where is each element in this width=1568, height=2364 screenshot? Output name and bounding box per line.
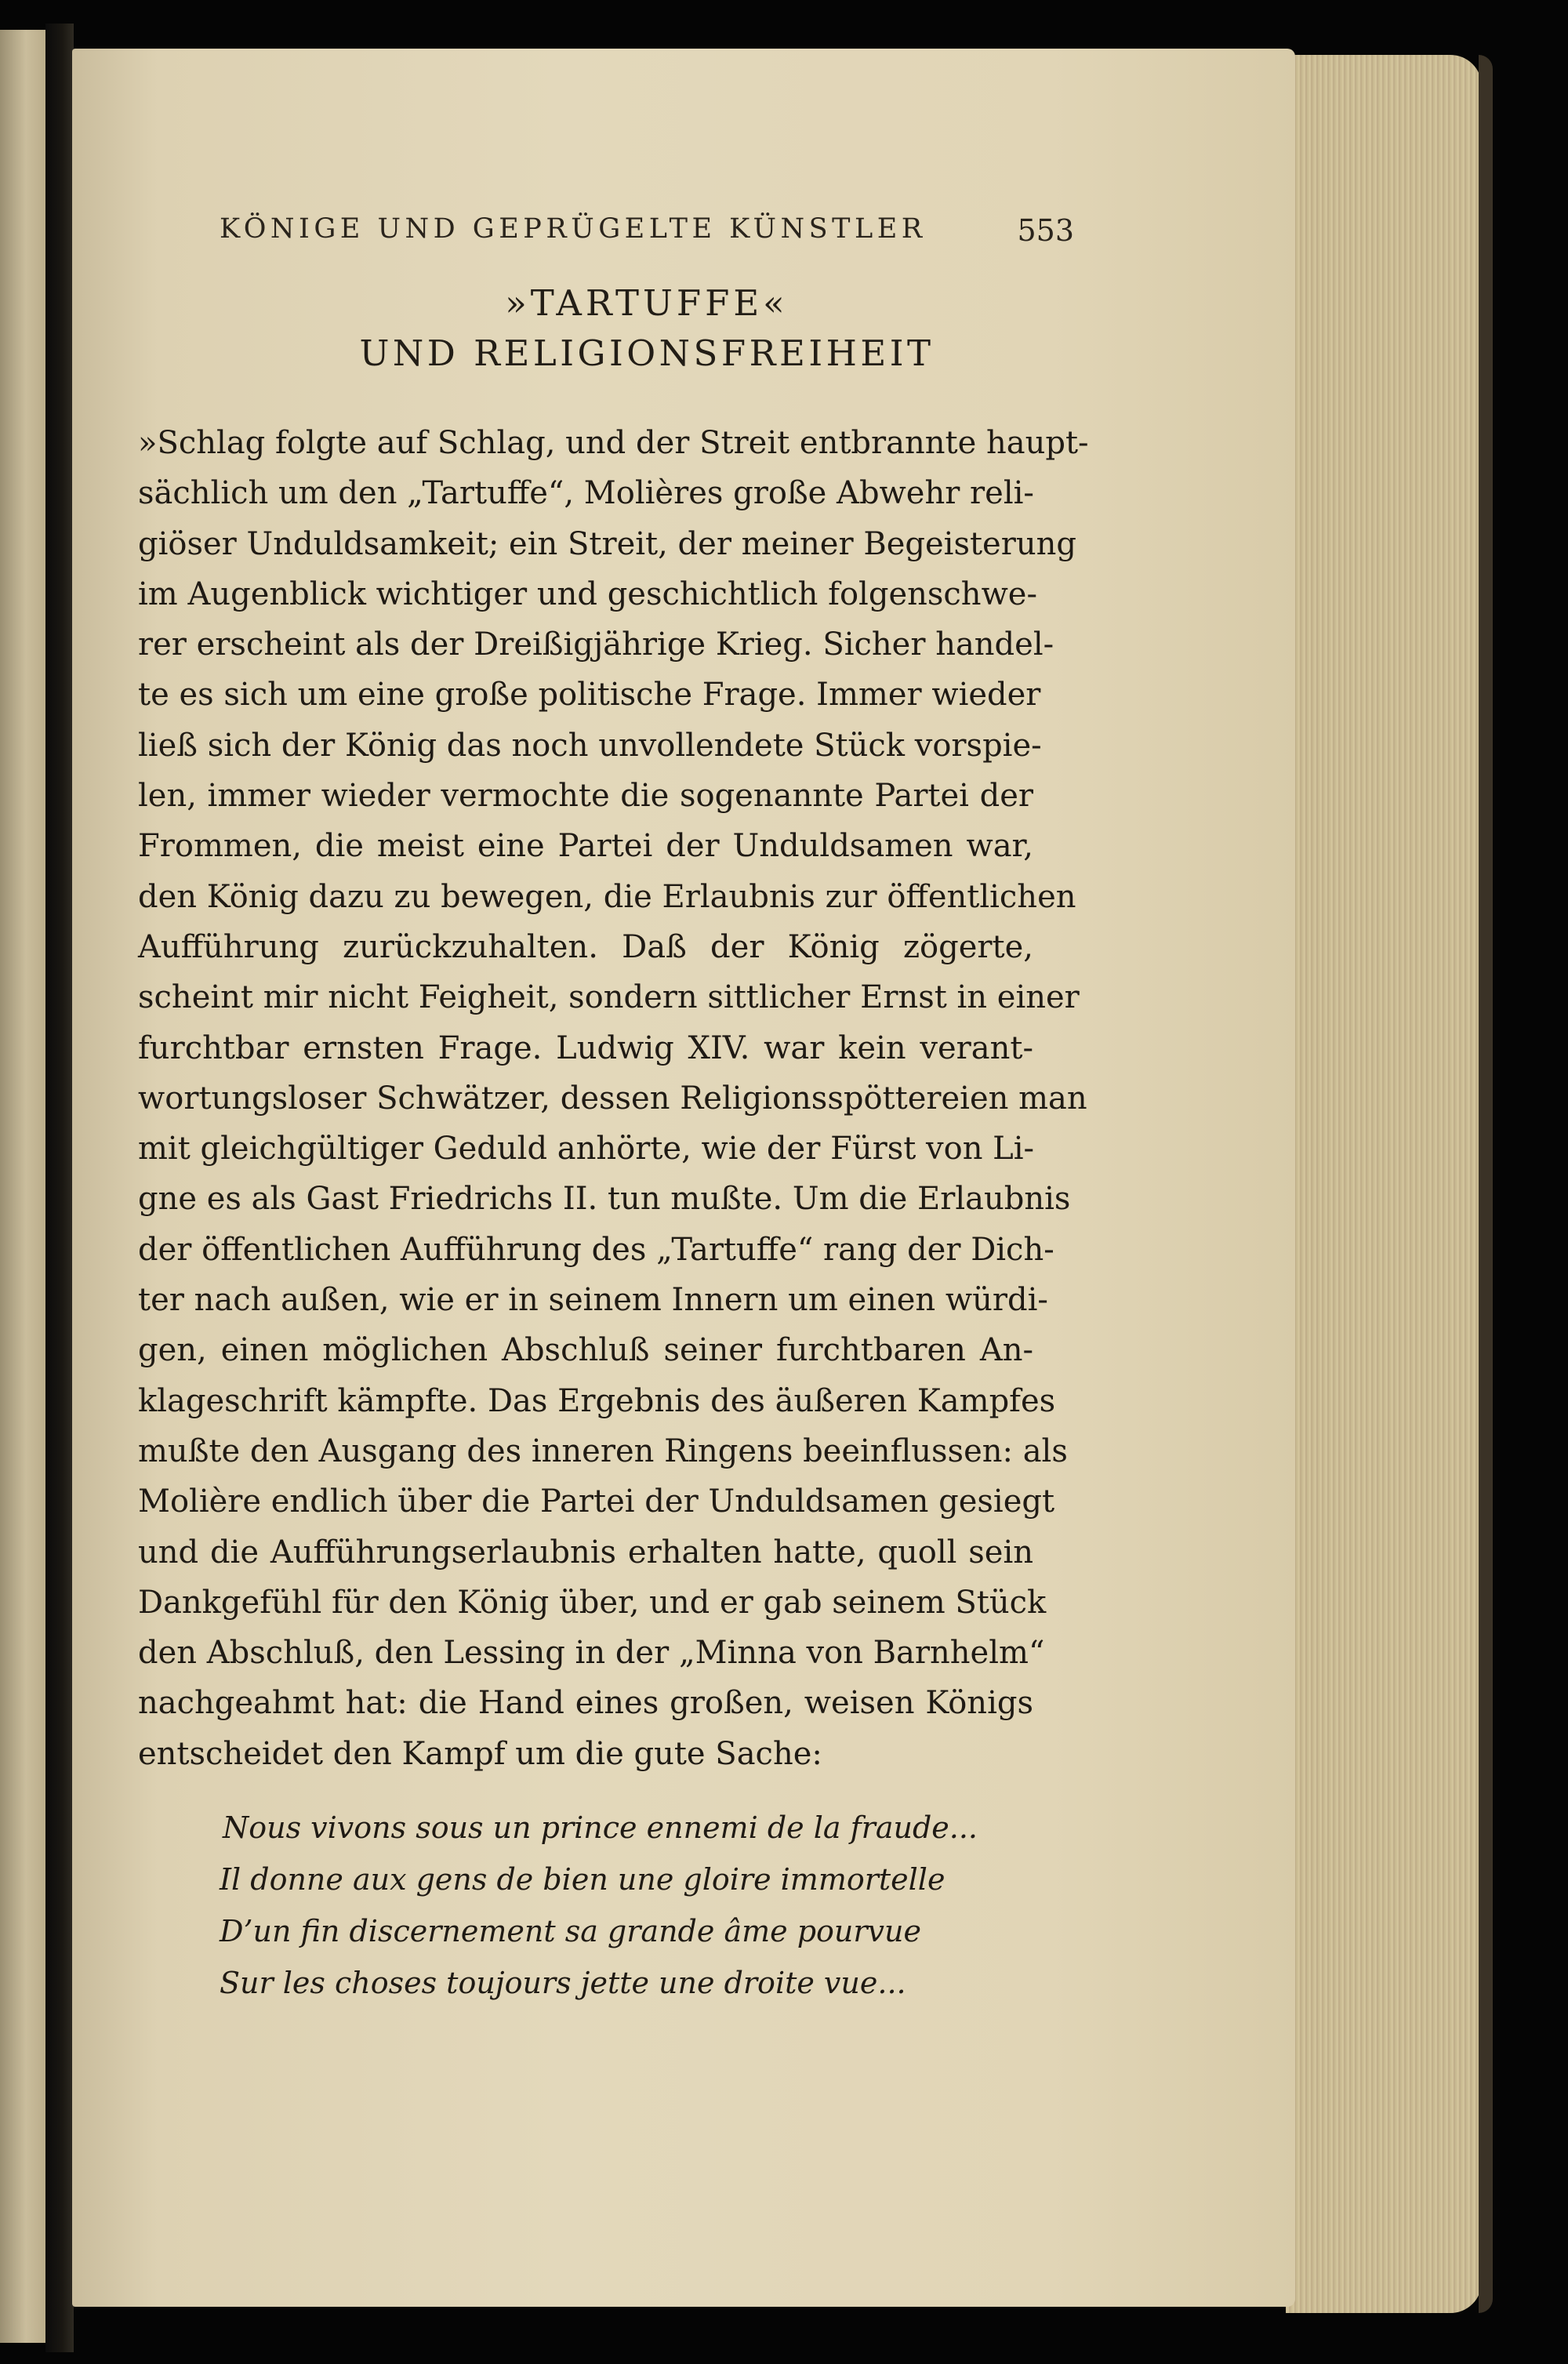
text-line: furchtbar ernsten Frage. Ludwig XIV. war kein verant- — [138, 1029, 1033, 1066]
chapter-title-line-2: UND RELIGIONSFREIHEIT — [359, 332, 935, 374]
chapter-heading — [220, 279, 1074, 378]
text-line: Aufführung zurückzuhalten. Daß der König zögerte, — [138, 928, 1033, 965]
running-head-title: KÖNIGE UND GEPRÜGELTE KÜNSTLER — [220, 213, 927, 245]
text-line: entscheidet den Kampf um die gute Sache: — [138, 1735, 822, 1772]
verse-line: Il donne aux gens de bien une gloire immortelle — [220, 1862, 946, 1897]
text-line: rer erscheint als der Dreißigjährige Krieg. Sicher handel- — [138, 626, 1054, 663]
text-line: ließ sich der König das noch unvollendete Stück vorspie- — [138, 727, 1042, 764]
text-line: len, immer wieder vermochte die sogenannte Partei der — [138, 778, 1033, 815]
text-line: te es sich um eine große politische Frage. Immer wieder — [138, 677, 1041, 714]
text-line: im Augenblick wichtiger und geschichtlich folgenschwe- — [138, 576, 1037, 612]
chapter-title-line-1: »TARTUFFE« — [505, 282, 789, 324]
verse-quotation — [220, 1802, 1004, 2009]
text-line: ter nach außen, wie er in seinem Innern um einen würdi- — [138, 1282, 1048, 1319]
text-line: scheint mir nicht Feigheit, sondern sittlicher Ernst in einer — [138, 979, 1080, 1016]
book-gutter — [45, 24, 74, 2352]
body-text — [138, 418, 1089, 1779]
verse-line: D’un fin discernement sa grande âme pourvue — [220, 1914, 921, 1948]
previous-page-edge — [0, 30, 47, 2343]
text-line: »Schlag folgte auf Schlag, und der Streit entbrannte haupt- — [138, 425, 1089, 461]
text-line: nachgeahmt hat: die Hand eines großen, weisen Königs — [138, 1685, 1033, 1722]
text-line: mit gleichgültiger Geduld anhörte, wie der Fürst von Li- — [138, 1131, 1035, 1167]
page-number: 553 — [1017, 213, 1074, 248]
verse-line: Sur les choses toujours jette une droite vue... — [220, 1966, 906, 2000]
text-line: und die Aufführungserlaubnis erhalten hatte, quoll sein — [138, 1534, 1033, 1571]
page-block-edge — [1286, 55, 1482, 2313]
text-line: gen, einen möglichen Abschluß seiner furchtbaren An- — [138, 1332, 1033, 1369]
text-line: wortungsloser Schwätzer, dessen Religionsspöttereien man — [138, 1080, 1087, 1117]
text-line: sächlich um den „Tartuffe“, Molières große Abwehr reli- — [138, 475, 1034, 512]
text-line: den König dazu zu bewegen, die Erlaubnis zur öffentlichen — [138, 878, 1076, 915]
text-line: Molière endlich über die Partei der Unduldsamen gesiegt — [138, 1483, 1055, 1520]
text-line: giöser Unduldsamkeit; ein Streit, der meiner Begeisterung — [138, 525, 1076, 562]
text-line: klageschrift kämpfte. Das Ergebnis des äußeren Kampfes — [138, 1382, 1056, 1419]
running-head — [220, 213, 1074, 260]
text-line: mußte den Ausgang des inneren Ringens beeinflussen: als — [138, 1433, 1068, 1469]
text-line: gne es als Gast Friedrichs II. tun mußte. Um die Erlaubnis — [138, 1181, 1071, 1218]
text-line: Frommen, die meist eine Partei der Unduldsamen war, — [138, 828, 1033, 865]
text-line: den Abschluß, den Lessing in der „Minna von Barnhelm“ — [138, 1635, 1045, 1672]
text-line: Dankgefühl für den König über, und er gab seinem Stück — [138, 1584, 1047, 1621]
text-line: der öffentlichen Aufführung des „Tartuffe“ rang der Dich- — [138, 1231, 1054, 1268]
verse-line: Nous vivons sous un prince ennemi de la fraude... — [223, 1810, 978, 1845]
